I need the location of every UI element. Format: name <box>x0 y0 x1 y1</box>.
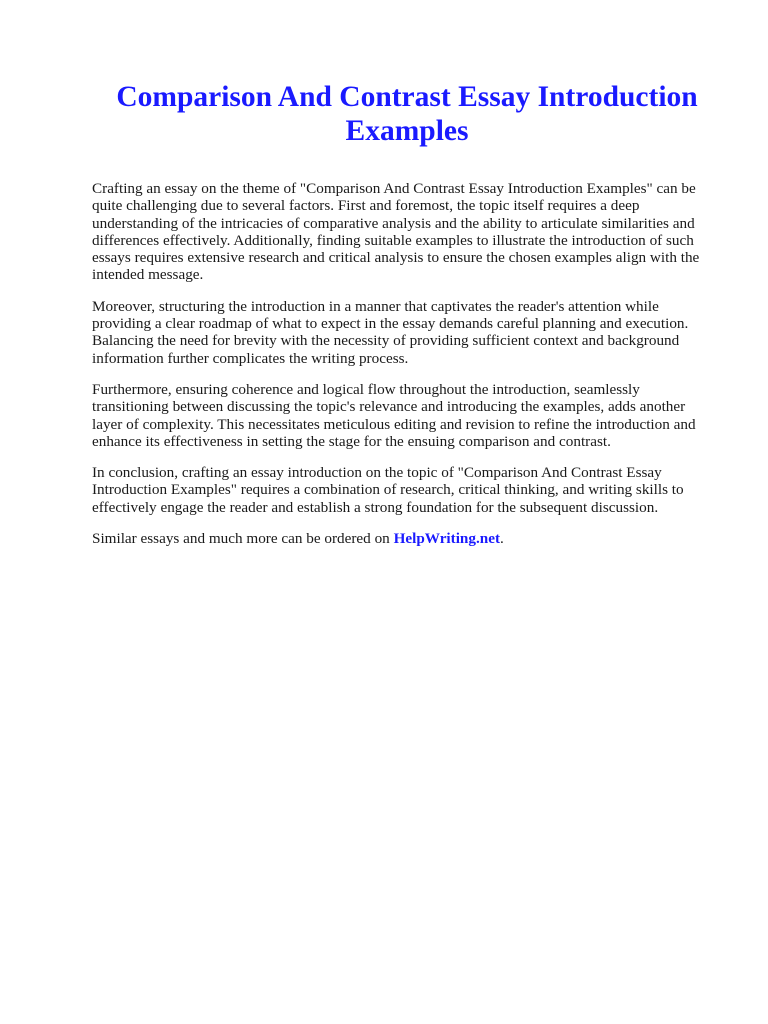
closing-suffix: . <box>500 530 504 548</box>
paragraph-1: Crafting an essay on the theme of "Comparison And Contrast Essay Introduction Examples" can be quite challenging due to several factors. First and foremost, the topic itself requires a deep understanding of the intricacies of comparative analysis and the ability to articulate similarities and differences effectively. Additionally, finding suitable examples to illustrate the introduction of such essays requires extensive research and critical analysis to ensure the chosen examples align with the intended message. <box>92 180 700 284</box>
helpwriting-link[interactable]: HelpWriting.net <box>393 530 501 548</box>
document-body <box>92 180 718 561</box>
document-title: Comparison And Contrast Essay Introduction Examples <box>116 81 698 147</box>
paragraph-3: Furthermore, ensuring coherence and logical flow throughout the introduction, seamlessly transitioning between discussing the topic's relevance and introducing the examples, adds another layer of complexity. This necessitates meticulous editing and revision to refine the introduction and enhance its effectiveness in setting the stage for the ensuing comparison and contrast. <box>92 380 696 450</box>
paragraph-2: Moreover, structuring the introduction in a manner that captivates the reader's attention while providing a clear roadmap of what to expect in the essay demands careful planning and execution. Balancing the need for brevity with the necessity of providing sufficient context and background information further complicates the writing process. <box>92 297 689 367</box>
paragraph-4: In conclusion, crafting an essay introduction on the topic of "Comparison And Contrast Essay Introduction Examples" requires a combination of research, critical thinking, and writing skills to effectively engage the reader and establish a strong foundation for the subsequent discussion. <box>92 464 684 516</box>
closing-line <box>92 530 718 547</box>
closing-prefix: Similar essays and much more can be ordered on <box>92 530 394 548</box>
